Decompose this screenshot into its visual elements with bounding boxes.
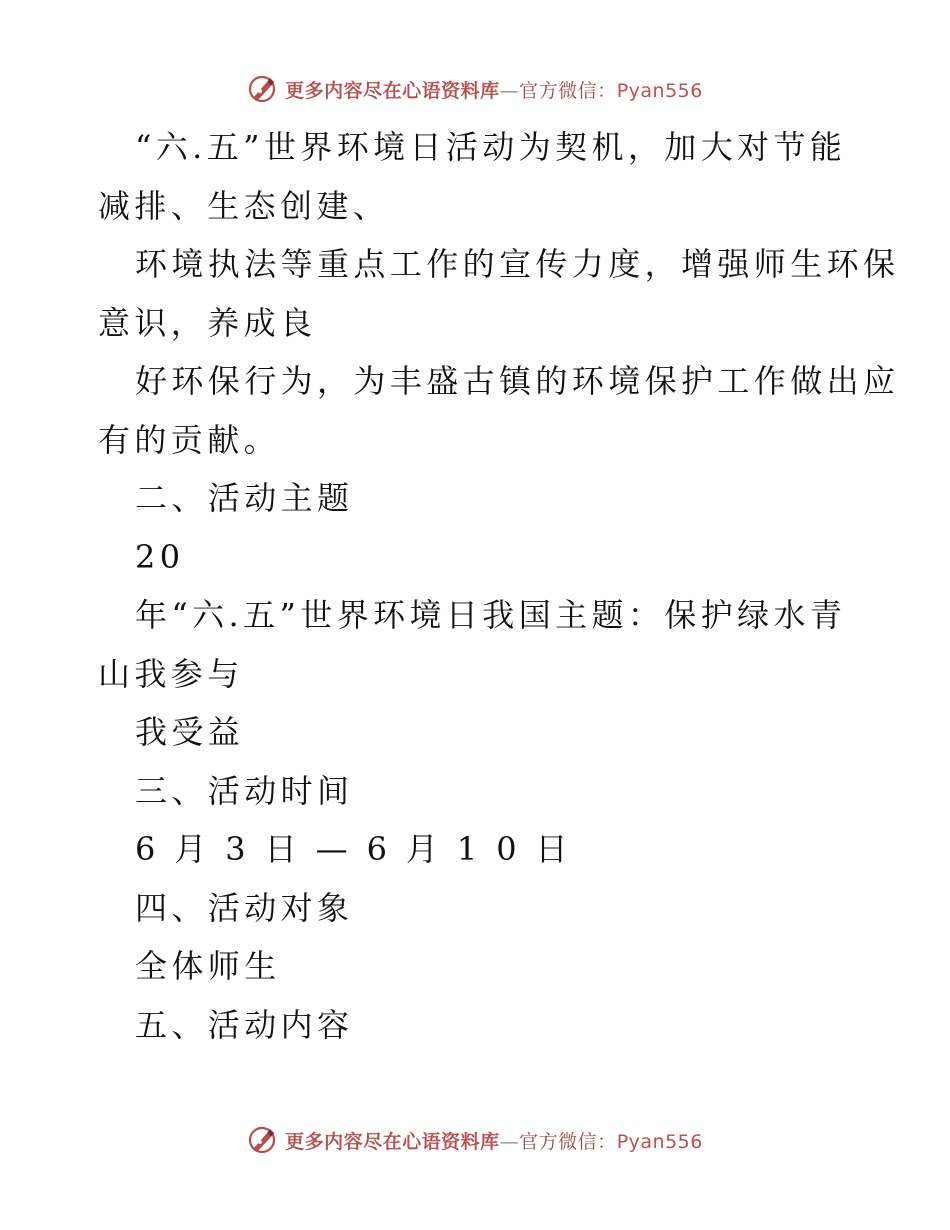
section-heading-time: 三、活动时间 [135, 771, 354, 810]
section-heading-content: 五、活动内容 [135, 1005, 354, 1044]
paragraph-line-3: 环境执法等重点工作的宣传力度，增强师生环保 [135, 245, 900, 283]
watermark-id: Pyan556 [616, 1130, 703, 1153]
watermark-main: 更多内容尽在心语资料库 [285, 1130, 500, 1153]
theme-line-1: 年“六.五”世界环境日我国主题：保护绿水青 [135, 596, 847, 634]
section-heading-audience: 四、活动对象 [135, 888, 354, 927]
audience-text: 全体师生 [135, 947, 281, 985]
watermark-main: 更多内容尽在心语资料库 [285, 79, 500, 102]
pen-in-circle-logo [247, 1125, 277, 1155]
pen-in-circle-logo [247, 74, 277, 104]
paragraph-line-4: 意识，养成良 [98, 303, 317, 342]
document-body [98, 118, 900, 1054]
paragraph-line-6: 有的贡献。 [98, 420, 281, 459]
year-fragment: 20 [135, 537, 185, 576]
watermark-id: Pyan556 [616, 79, 703, 102]
footer-watermark [0, 1123, 950, 1157]
theme-line-2: 山我参与 [98, 654, 244, 693]
watermark-dash: — [499, 1130, 520, 1153]
watermark-dash: — [499, 79, 520, 102]
paragraph-line-2: 减排、生态创建、 [98, 186, 390, 225]
watermark-sub: 官方微信： [519, 1130, 617, 1153]
watermark-text [285, 76, 703, 103]
section-heading-theme: 二、活动主题 [135, 479, 354, 517]
watermark-sub: 官方微信： [519, 79, 617, 102]
paragraph-line-5: 好环保行为，为丰盛古镇的环境保护工作做出应 [135, 362, 900, 400]
theme-line-3: 我受益 [135, 713, 245, 751]
paragraph-line-1: “六.五”世界环境日活动为契机，加大对节能 [135, 128, 847, 166]
watermark-text [285, 1127, 703, 1154]
activity-dates: 6 月 3 日 — 6 月 1 0 日 [135, 830, 572, 868]
header-watermark [0, 72, 950, 106]
